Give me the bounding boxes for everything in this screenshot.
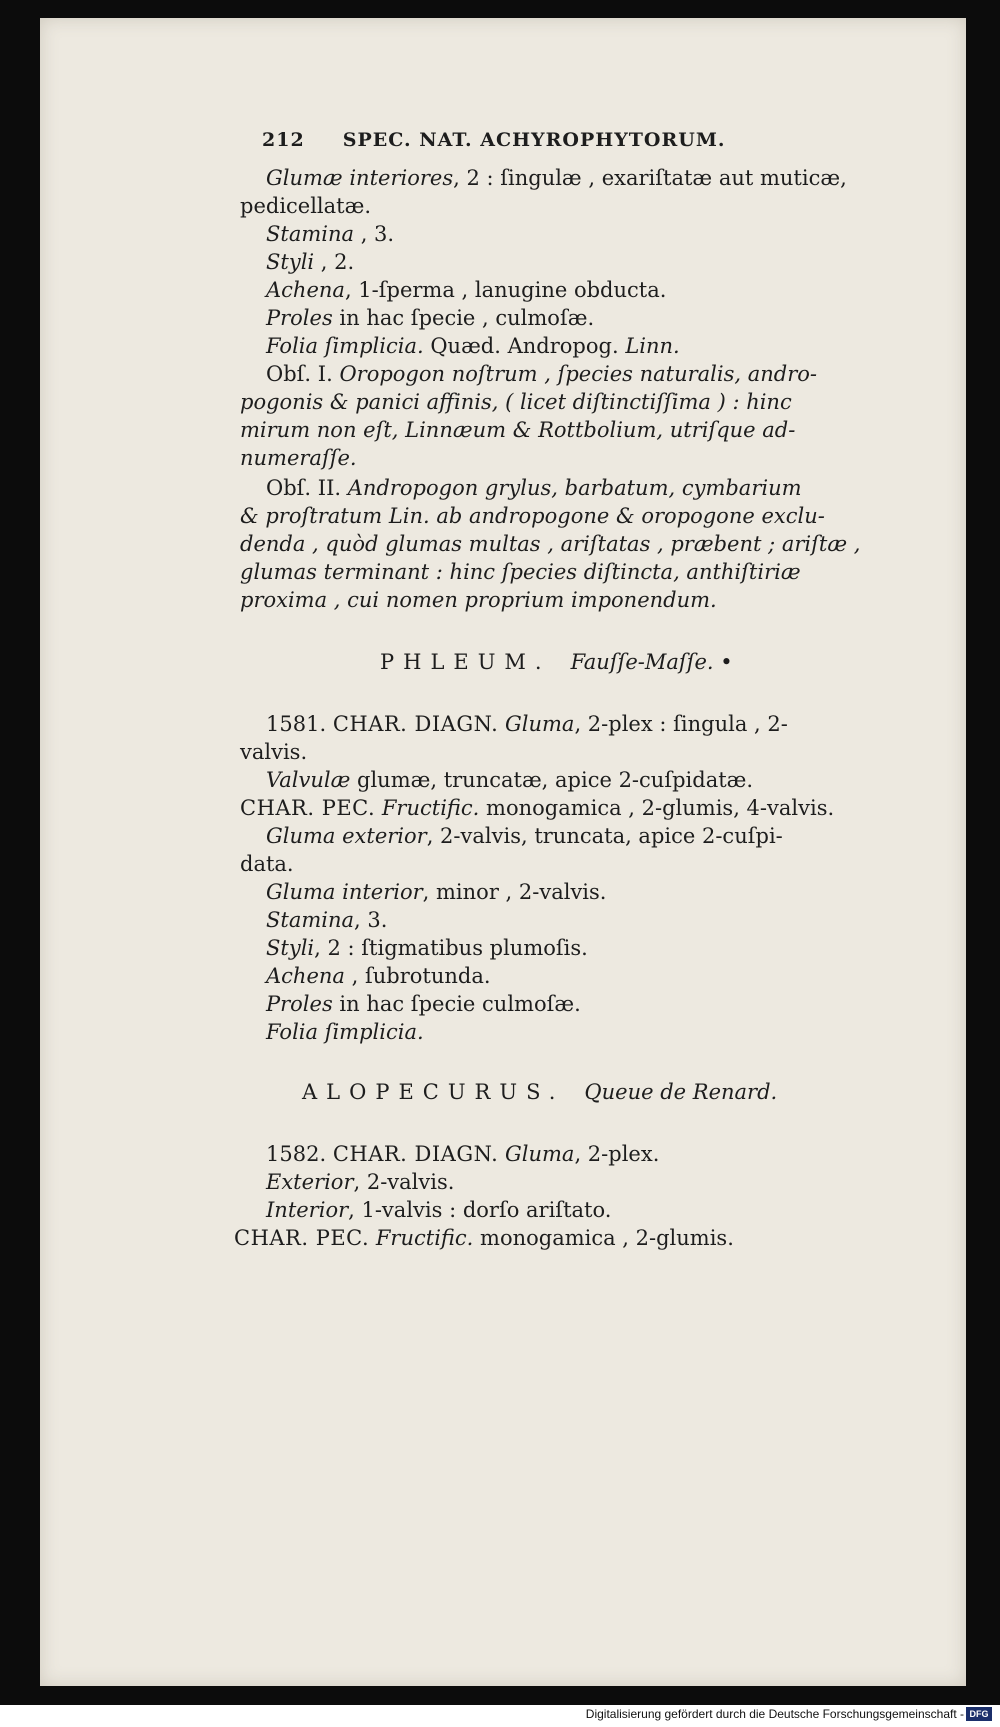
entry-1582-diagn: 1582. CHAR. DIAGN. Gluma, 2-plex. bbox=[266, 1142, 660, 1166]
text-line: pogonis & panici affinis, ( licet diſtinctiſſima ) : hinc bbox=[240, 390, 792, 414]
text-line: Styli , 2. bbox=[266, 250, 355, 274]
text-line: denda , quòd glumas multas , ariſtatas , præbent ; ariſtæ , bbox=[240, 532, 861, 556]
text-line: mirum non eſt, Linnæum & Rottbolium, utriſque ad- bbox=[240, 418, 796, 442]
page-number: 212 bbox=[262, 129, 305, 151]
entry-1581-diagn: 1581. CHAR. DIAGN. Gluma, 2-plex : ſingula , 2- bbox=[266, 712, 788, 736]
text-line: Interior, 1-valvis : dorſo ariſtato. bbox=[266, 1198, 612, 1222]
dfg-logo-icon: DFG bbox=[966, 1707, 992, 1721]
text-line: Glumæ interiores, 2 : ſingulæ , exariſtatæ aut muticæ, bbox=[266, 166, 847, 190]
genus-heading-alopecurus: ALOPECURUS. Queue de Renard. bbox=[302, 1080, 778, 1104]
text-line: Obſ. I. Oropogon noſtrum , ſpecies naturalis, andro- bbox=[266, 362, 817, 386]
entry-1581-pec: CHAR. PEC. Fructific. monogamica , 2-glumis, 4-valvis. bbox=[240, 796, 835, 820]
text-line: Stamina , 3. bbox=[266, 222, 395, 246]
running-head bbox=[262, 126, 725, 154]
text-line: Proles in hac ſpecie culmoſæ. bbox=[266, 992, 581, 1016]
text-line: Obſ. II. Andropogon grylus, barbatum, cymbarium bbox=[266, 476, 802, 500]
text-line: Proles in hac ſpecie , culmoſæ. bbox=[266, 306, 595, 330]
text-line: Achena, 1-ſperma , lanugine obducta. bbox=[266, 278, 667, 302]
text-line: Valvulæ glumæ, truncatæ, apice 2-cuſpidatæ. bbox=[266, 768, 754, 792]
text-line: numeraſſe. bbox=[240, 446, 357, 470]
text-line: Folia ſimplicia. bbox=[266, 1020, 424, 1044]
text-line: Achena , ſubrotunda. bbox=[266, 964, 491, 988]
text-line: data. bbox=[240, 852, 294, 876]
text-line: Stamina, 3. bbox=[266, 908, 388, 932]
text-line: Gluma interior, minor , 2-valvis. bbox=[266, 880, 607, 904]
genus-heading-phleum: PHLEUM. Fauſſe-Maſſe. • bbox=[380, 650, 733, 674]
book-page bbox=[40, 18, 966, 1686]
running-title: SPEC. NAT. ACHYROPHYTORUM. bbox=[342, 129, 726, 151]
text-line: & proſtratum Lin. ab andropogone & oropogone exclu- bbox=[240, 504, 825, 528]
text-line: Exterior, 2-valvis. bbox=[266, 1170, 455, 1194]
text-line: Gluma exterior, 2-valvis, truncata, apice 2-cuſpi- bbox=[266, 824, 783, 848]
text-line: pedicellatæ. bbox=[240, 194, 372, 218]
entry-1582-pec: CHAR. PEC. Fructific. monogamica , 2-glumis. bbox=[234, 1226, 734, 1250]
funding-notice: Digitalisierung gefördert durch die Deutsche Forschungsgemeinschaft - bbox=[585, 1707, 964, 1721]
text-line: glumas terminant : hinc ſpecies diſtincta, anthiſtiriæ bbox=[240, 560, 801, 584]
text-line: Styli, 2 : ſtigmatibus plumoſis. bbox=[266, 936, 588, 960]
text-line: Folia ſimplicia. Quæd. Andropog. Linn. bbox=[266, 334, 680, 358]
text-line: valvis. bbox=[240, 740, 308, 764]
text-line: proxima , cui nomen proprium imponendum. bbox=[240, 588, 717, 612]
